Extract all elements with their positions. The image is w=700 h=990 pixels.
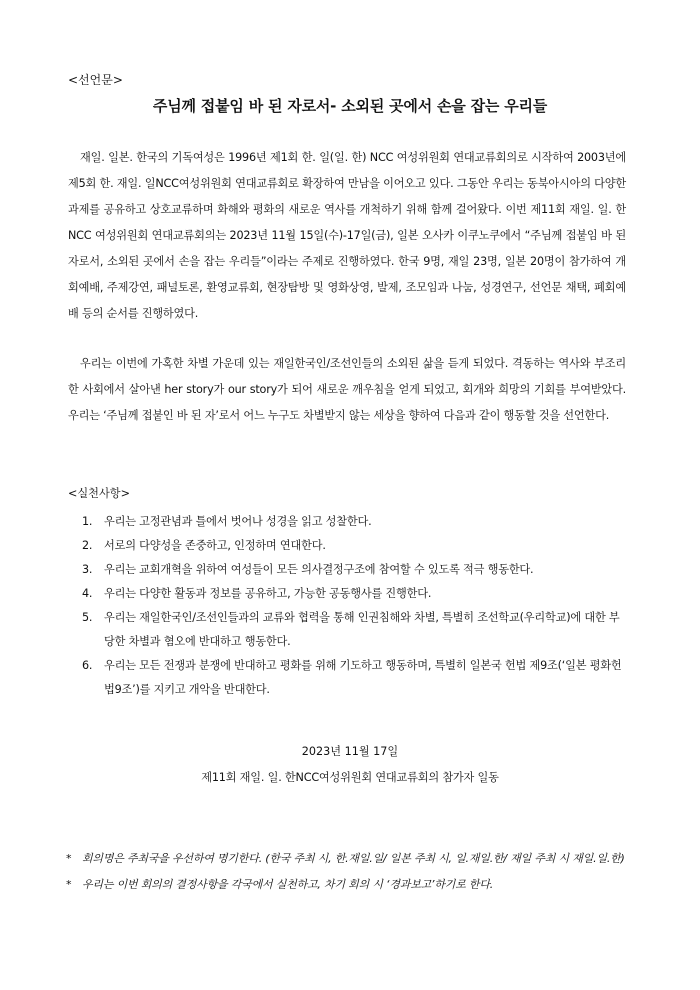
- action-item-number: 3.: [82, 563, 93, 576]
- action-item-number: 1.: [82, 515, 93, 528]
- action-item: [82, 582, 630, 606]
- footnote: [66, 872, 630, 898]
- footnote-mark: *: [66, 852, 72, 865]
- action-item-number: 6.: [82, 659, 93, 672]
- document-title: 주님께 접붙임 바 된 자로서- 소외된 곳에서 손을 잡는 우리들: [152, 97, 548, 115]
- action-item: [82, 510, 630, 534]
- footnote-mark: *: [66, 878, 72, 891]
- action-item: [82, 558, 630, 582]
- action-item: [82, 654, 630, 702]
- action-item-text: 서로의 다양성을 존중하고, 인정하며 연대한다.: [104, 539, 326, 552]
- action-item-text: 우리는 다양한 활동과 정보를 공유하고, 가능한 공동행사를 진행한다.: [104, 587, 432, 600]
- action-item-text: 우리는 교회개혁을 위하여 여성들이 모든 의사결정구조에 참여할 수 있도록 적극 행동한다.: [104, 563, 534, 576]
- action-item-text: 우리는 모든 전쟁과 분쟁에 반대하고 평화를 위해 기도하고 행동하며, 특별히 일본국 헌법 제9조(‘일본 평화헌법9조’)를 지키고 개악을 반대한다.: [104, 659, 622, 696]
- document-label: <선언문>: [68, 73, 123, 87]
- action-item-number: 5.: [82, 611, 93, 624]
- intro-paragraph: 재일. 일본. 한국의 기독여성은 1996년 제1회 한. 일(일. 한) NCC 여성위원회 연대교류회의로 시작하여 2003년에 제5회 한. 재일. 일NCC여성위원회 연대교류회로 확장하여 만남을 이어오고 있다. 그동안 우리는 동북아시아의 다양한 과제를 공유하고 상호교류하며 화해와 평화의 새로운 역사를 개척하기 위해 함께 걸어왔다. 이번 제11회 재일. 일. 한NCC 여성위원회 연대교류회의는 2023년 11월 15일(수)-17일(금), 일본 오사카 이쿠노쿠에서 “주님께 접붙임 바 된 자로서, 소외된 곳에서 손을 잡는 우리들”이라는 주제로 진행하였다. 한국 9명, 재일 23명, 일본 20명이 참가하여 개회예배, 주제강연, 패널토론, 환영교류회, 현장탐방 및 영화상영, 발제, 조모임과 나눔, 성경연구, 선언문 채택, 폐회예배 등의 순서를 진행하였다.: [68, 151, 626, 320]
- action-item: [82, 534, 630, 558]
- signatories: 제11회 재일. 일. 한NCC여성위원회 연대교류회의 참가자 일동: [201, 771, 499, 784]
- declaration-paragraph: 우리는 이번에 가혹한 차별 가운데 있는 재일한국인/조선인들의 소외된 삶을 듣게 되었다. 격동하는 역사와 부조리한 사회에서 살아낸 her story가 our story가 되어 새로운 깨우침을 얻게 되었고, 회개와 희망의 기회를 부여받았다. 우리는 ‘주님께 접붙인 바 된 자’로서 어느 누구도 차별받지 않는 세상을 향하여 다음과 같이 행동할 것을 선언한다.: [68, 357, 626, 422]
- footnotes: [66, 846, 630, 898]
- action-items-heading: <실천사항>: [68, 487, 130, 500]
- action-item: [82, 606, 630, 654]
- action-item-text: 우리는 고정관념과 틀에서 벗어나 성경을 읽고 성찰한다.: [104, 515, 372, 528]
- action-item-text: 우리는 재일한국인/조선인들과의 교류와 협력을 통해 인권침해와 차별, 특별히 조선학교(우리학교)에 대한 부당한 차별과 혐오에 반대하고 행동한다.: [104, 611, 620, 648]
- action-item-number: 4.: [82, 587, 93, 600]
- action-items-list: [82, 510, 630, 702]
- footnote-text: 회의명은 주최국을 우선하여 명기한다. (한국 주최 시, 한.재일.일/ 일본 주최 시, 일.재일.한/ 재일 주최 시 재일.일.한): [82, 852, 625, 865]
- declaration-date: 2023년 11월 17일: [301, 745, 399, 758]
- action-item-number: 2.: [82, 539, 93, 552]
- footnote-text: 우리는 이번 회의의 결정사항을 각국에서 실천하고, 차기 회의 시 ‘경과보고’하기로 한다.: [82, 878, 494, 891]
- footnote: [66, 846, 630, 872]
